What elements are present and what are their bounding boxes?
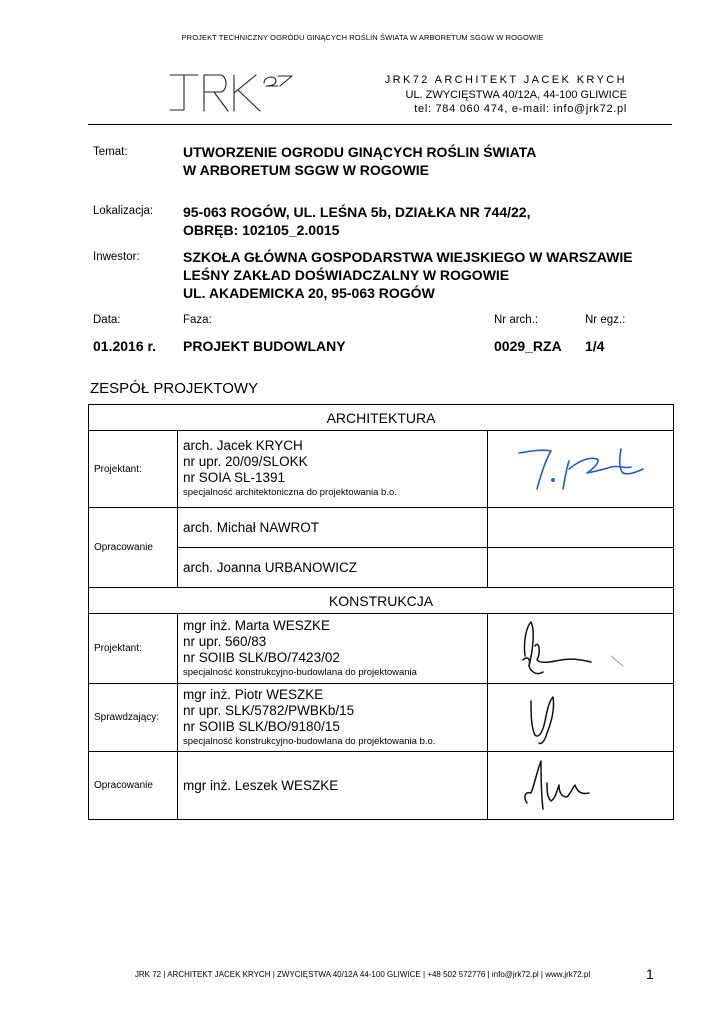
structural-projektant: mgr inż. Marta WESZKE nr upr. 560/83 nr SOIIB SLK/BO/7423/02 specjalność konstrukcyjno-budowlana do projektowania: [178, 614, 488, 684]
temat-label: Temat:: [93, 146, 128, 158]
role-label: Sprawdzający:: [89, 684, 178, 752]
header-divider: [88, 124, 672, 125]
role-label: Opracowanie: [89, 508, 178, 588]
structural-sprawdzajacy: mgr inż. Piotr WESZKE nr upr. SLK/5782/PWBKb/15 nr SOIIB SLK/BO/9180/15 specjalność konstrukcyjno-budowlana do projektowania b.o.: [178, 684, 488, 752]
table-row: [89, 588, 674, 614]
role-label: Projektant:: [89, 614, 178, 684]
footer: JRK 72 | ARCHITEKT JACEK KRYCH | ZWYCIĘSTWA 40/12A 44-100 GLIWICE | +48 502 572776 | info@jrk72.pl | www.jrk72.pl: [134, 970, 591, 979]
lokalizacja-label: Lokalizacja:: [93, 205, 154, 217]
role-label: Opracowanie: [89, 752, 178, 820]
nr-egz-label: Nr egz.:: [585, 314, 626, 326]
architect-opracowanie-2: arch. Joanna URBANOWICZ: [178, 548, 488, 588]
signature-piotr-weszke: [501, 687, 661, 749]
data-value: 01.2016 r.: [93, 338, 157, 354]
company-logo: [168, 72, 294, 119]
signature-cell: [488, 684, 674, 752]
table-row: [89, 405, 674, 431]
table-row: [89, 752, 674, 820]
team-table: [88, 404, 674, 820]
signature-cell: [488, 614, 674, 684]
faza-value: PROJEKT BUDOWLANY: [183, 338, 346, 354]
table-row: [89, 508, 674, 548]
signature-leszek-weszke: [501, 753, 661, 819]
signature-cell: [488, 508, 674, 548]
signature-cell: [488, 431, 674, 508]
architektura-heading: ARCHITEKTURA: [89, 405, 674, 431]
konstrukcja-heading: KONSTRUKCJA: [89, 588, 674, 614]
inwestor-value: SZKOŁA GŁÓWNA GOSPODARSTWA WIEJSKIEGO W WARSZAWIE LEŚNY ZAKŁAD DOŚWIADCZALNY W ROGOWIE UL. AKADEMICKA 20, 95-063 ROGÓW: [183, 249, 633, 301]
signature-cell: [488, 752, 674, 820]
team-section-title: ZESPÓŁ PROJEKTOWY: [90, 380, 259, 397]
firm-address: UL. ZWYCIĘSTWA 40/12A, 44-100 GLIWICE: [405, 88, 627, 101]
faza-label: Faza:: [183, 314, 212, 326]
lokalizacja-value: 95-063 ROGÓW, UL. LEŚNA 5b, DZIAŁKA NR 744/22, OBRĘB: 102105_2.0015: [183, 204, 531, 238]
inwestor-label: Inwestor:: [93, 251, 140, 263]
firm-info: [380, 73, 627, 117]
temat-value: UTWORZENIE OGRODU GINĄCYCH ROŚLIN ŚWIATA W ARBORETUM SGGW W ROGOWIE: [183, 144, 537, 178]
document-header-line: PROJEKT TECHNICZNY OGRÓDU GINĄCYCH ROŚLIN ŚWIATA W ARBORETUM SGGW W ROGOWIE: [181, 33, 544, 42]
signature-krych: [501, 439, 661, 499]
firm-name: JRK72 ARCHITEKT JACEK KRYCH: [384, 74, 627, 86]
architect-projektant: arch. Jacek KRYCH nr upr. 20/09/SLOKK nr SOIA SL-1391 specjalność architektoniczna do projektowania b.o.: [178, 431, 488, 508]
structural-opracowanie: mgr inż. Leszek WESZKE: [178, 752, 488, 820]
nr-arch-value: 0029_RZA: [494, 338, 562, 354]
nr-arch-label: Nr arch.:: [494, 314, 539, 326]
signature-marta-weszke: [501, 616, 661, 682]
architect-opracowanie-1: arch. Michał NAWROT: [178, 508, 488, 548]
table-row: [89, 684, 674, 752]
page-number: 1: [646, 966, 654, 982]
table-row: [89, 614, 674, 684]
data-label: Data:: [93, 314, 121, 326]
table-row: [89, 431, 674, 508]
signature-cell: [488, 548, 674, 588]
role-label: Projektant:: [89, 431, 178, 508]
nr-egz-value: 1/4: [585, 338, 605, 354]
firm-contact: tel: 784 060 474, e-mail: info@jrk72.pl: [414, 103, 627, 115]
